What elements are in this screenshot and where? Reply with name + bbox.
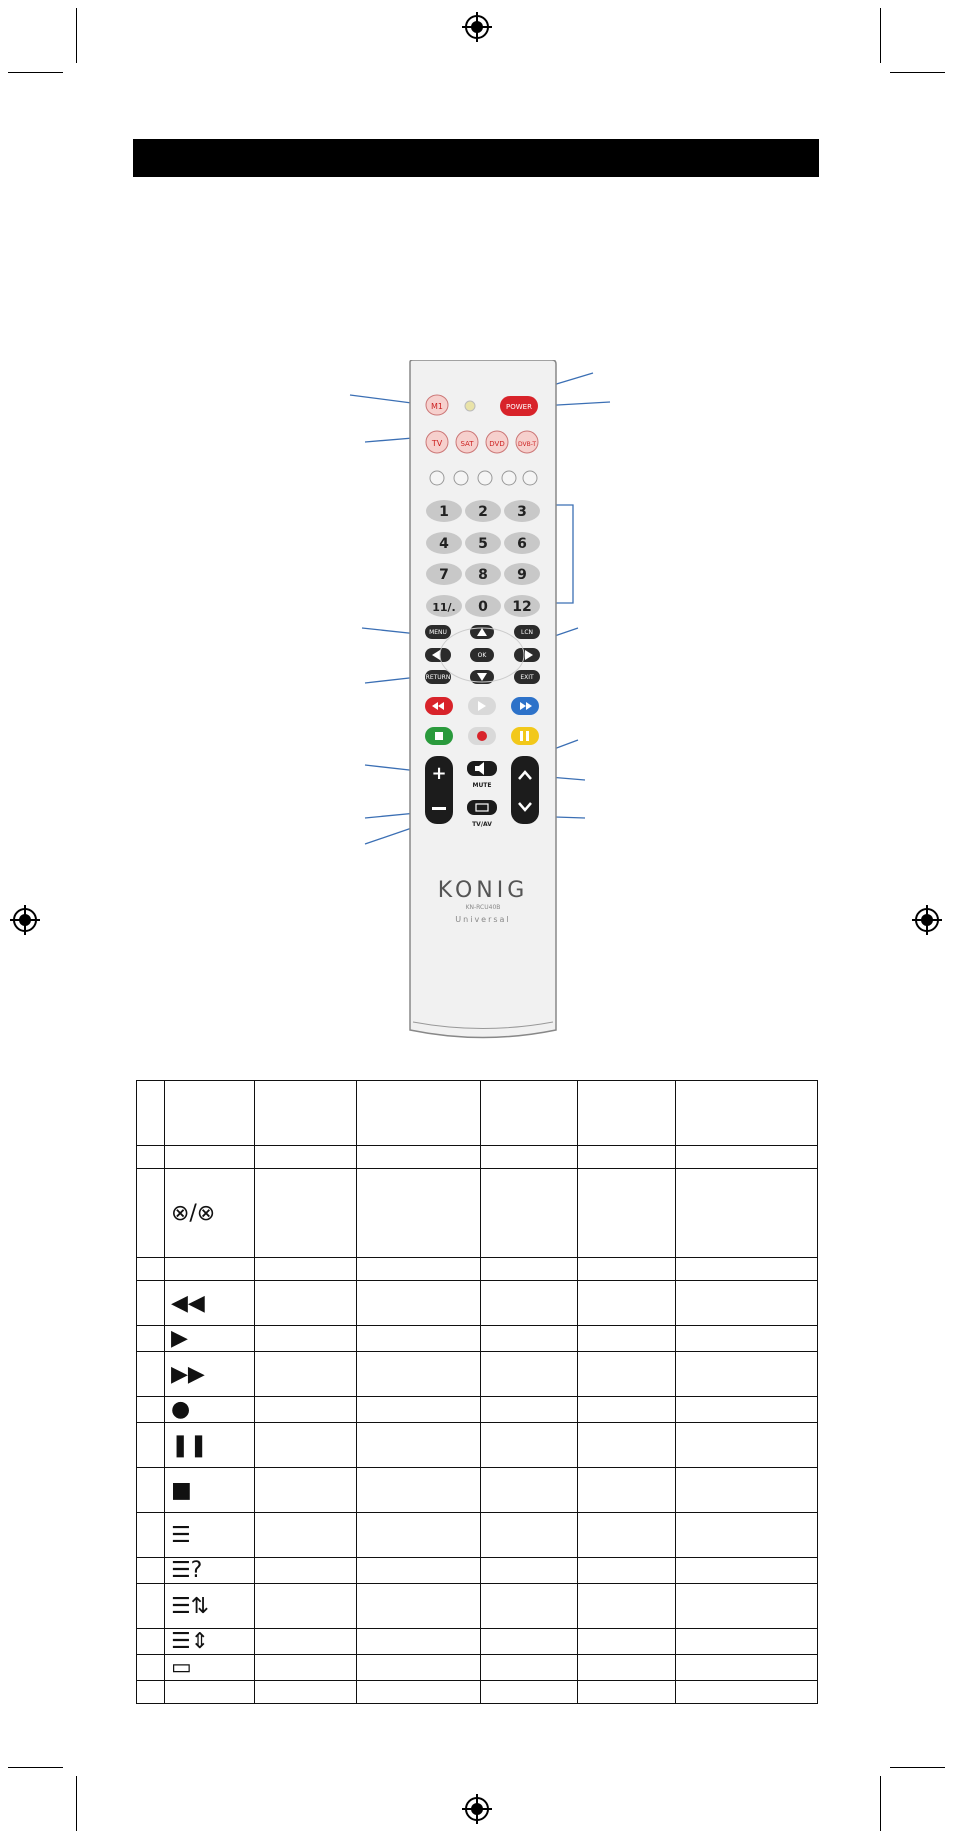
svg-text:DVB-T: DVB-T (517, 441, 537, 448)
table-row (137, 1281, 818, 1326)
table-row (137, 1352, 818, 1397)
crop-mark (880, 1776, 881, 1831)
svg-text:KN-RCU40B: KN-RCU40B (465, 904, 501, 911)
svg-text:RETURN: RETURN (425, 674, 451, 681)
digit-button-label: 0 (478, 599, 488, 615)
remote-control-illustration (340, 360, 630, 1050)
crop-mark (76, 8, 77, 63)
digit-button-label: 11/. (432, 601, 456, 614)
svg-text:DVD: DVD (489, 440, 505, 448)
button-symbol-icon (164, 1681, 254, 1704)
button-symbol-icon (164, 1146, 254, 1169)
table-row (137, 1468, 818, 1513)
table-header-row (137, 1081, 818, 1146)
table-row (137, 1513, 818, 1558)
button-symbol-icon: ▶▶ (164, 1352, 254, 1397)
table-row (137, 1146, 818, 1169)
button-symbol-icon: ☰? (164, 1558, 254, 1584)
digit-button-label: 12 (512, 599, 532, 615)
svg-text:EXIT: EXIT (520, 674, 534, 681)
button-symbol-icon: ■ (164, 1468, 254, 1513)
registration-mark-icon (912, 905, 942, 935)
svg-text:POWER: POWER (506, 403, 532, 411)
crop-mark (8, 1767, 63, 1768)
crop-mark (880, 8, 881, 63)
led-indicator (465, 401, 475, 411)
button-symbol-icon (164, 1258, 254, 1281)
registration-mark-icon (10, 905, 40, 935)
button-symbol-icon: ☰⇅ (164, 1584, 254, 1629)
crop-mark (890, 72, 945, 73)
button-symbol-icon: ▭ (164, 1655, 254, 1681)
digit-button-label: 2 (478, 504, 488, 520)
button-symbol-icon: ● (164, 1397, 254, 1423)
digit-button-label: 6 (517, 536, 527, 552)
digit-button-label: 1 (439, 504, 449, 520)
table-row (137, 1681, 818, 1704)
svg-text:MENU: MENU (429, 629, 447, 636)
registration-mark-icon (462, 1794, 492, 1824)
svg-text:+: + (431, 763, 447, 784)
section-header-bar (133, 139, 819, 177)
button-symbol-icon: ◀◀ (164, 1281, 254, 1326)
digit-button-label: 7 (439, 567, 449, 583)
svg-text:KONIG: KONIG (437, 878, 529, 903)
table-row (137, 1655, 818, 1681)
button-symbol-icon: ▶ (164, 1326, 254, 1352)
button-symbol-icon: ❚❚ (164, 1423, 254, 1468)
digit-button-label: 3 (517, 504, 527, 520)
svg-text:LCN: LCN (520, 629, 534, 636)
table-row (137, 1169, 818, 1258)
button-function-table (136, 1080, 818, 1704)
table-row (137, 1326, 818, 1352)
table-row (137, 1397, 818, 1423)
button-symbol-icon: ☰ (164, 1513, 254, 1558)
svg-text:TV: TV (431, 439, 443, 448)
digit-button-label: 8 (478, 567, 488, 583)
crop-mark (890, 1767, 945, 1768)
svg-text:TV/AV: TV/AV (472, 821, 492, 828)
table-row (137, 1558, 818, 1584)
svg-text:OK: OK (477, 652, 487, 659)
digit-button-label: 5 (478, 536, 488, 552)
svg-text:SAT: SAT (460, 440, 474, 448)
digit-button-label: 4 (439, 536, 449, 552)
svg-text:Universal: Universal (455, 915, 511, 924)
digit-button-label: 9 (517, 567, 527, 583)
registration-mark-icon (462, 12, 492, 42)
button-symbol-icon: ☰⇕ (164, 1629, 254, 1655)
table-row (137, 1258, 818, 1281)
table-row (137, 1423, 818, 1468)
svg-text:M1: M1 (431, 402, 443, 411)
svg-text:MUTE: MUTE (472, 782, 492, 789)
table-row (137, 1584, 818, 1629)
button-symbol-icon: ⊗/⊗ (164, 1169, 254, 1258)
crop-mark (8, 72, 63, 73)
table-row (137, 1629, 818, 1655)
crop-mark (76, 1776, 77, 1831)
